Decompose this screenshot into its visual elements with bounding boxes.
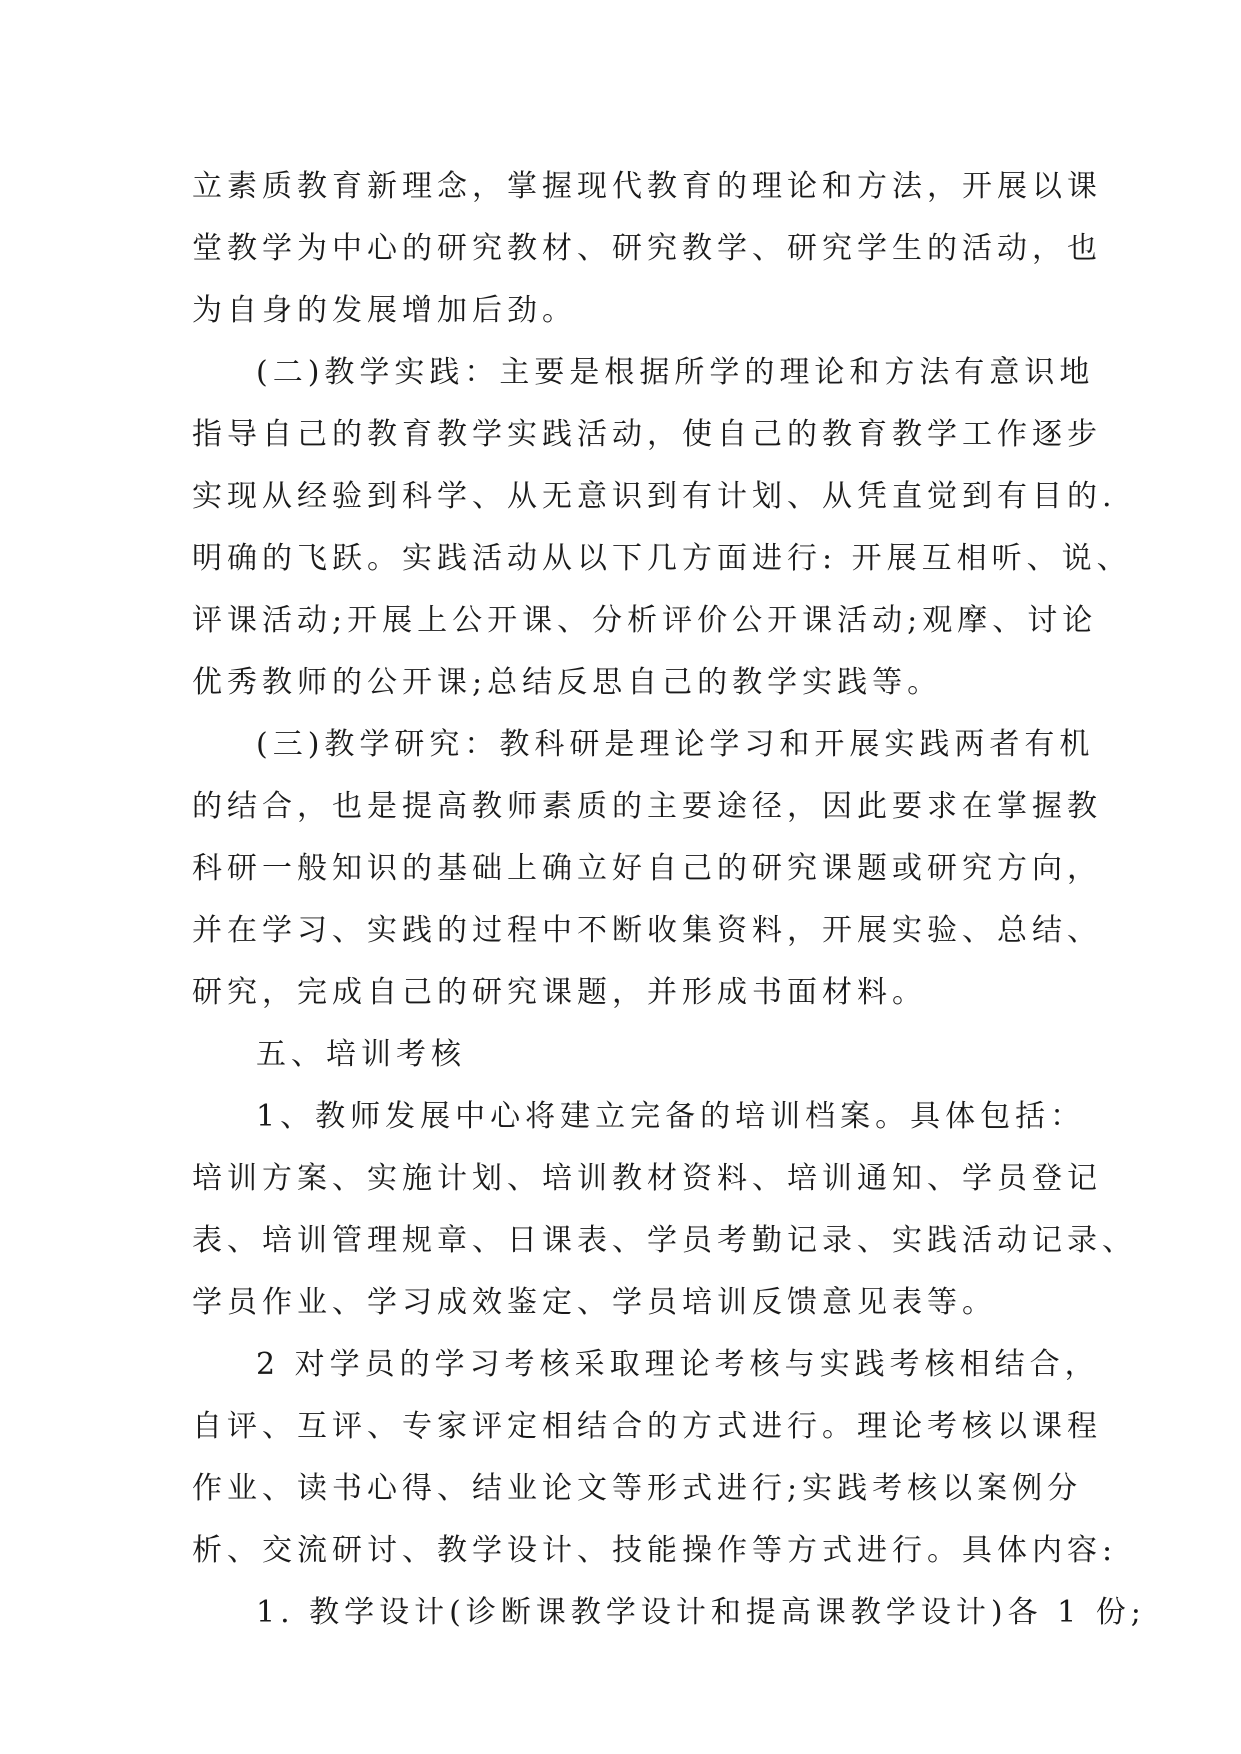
sub-list-item-1: 1. 教学设计(诊断课教学设计和提高课教学设计)各 1 份; <box>256 1595 1146 1630</box>
text-line: 优秀教师的公开课;总结反思自己的教学实践等。 <box>192 665 943 700</box>
text-line: 堂教学为中心的研究教材、研究教学、研究学生的活动，也 <box>192 231 1102 266</box>
section-heading-teaching-research: (三)教学研究：教科研是理论学习和开展实践两者有机 <box>256 727 1095 762</box>
text-line: 培训方案、实施计划、培训教材资料、培训通知、学员登记 <box>192 1161 1102 1196</box>
text-line: 自评、互评、专家评定相结合的方式进行。理论考核以课程 <box>192 1409 1102 1444</box>
text-line: 学员作业、学习成效鉴定、学员培训反馈意见表等。 <box>192 1285 997 1320</box>
text-line: 科研一般知识的基础上确立好自己的研究课题或研究方向， <box>192 851 1102 886</box>
text-line: 并在学习、实践的过程中不断收集资料，开展实验、总结、 <box>192 913 1102 948</box>
text-line: 明确的飞跃。实践活动从以下几方面进行: 开展互相听、说、 <box>192 541 1132 576</box>
list-item-2: 2 对学员的学习考核采取理论考核与实践考核相结合， <box>256 1347 1100 1382</box>
text-line: 研究，完成自己的研究课题，并形成书面材料。 <box>192 975 927 1010</box>
text-line: 表、培训管理规章、日课表、学员考勤记录、实践活动记录、 <box>192 1223 1137 1258</box>
text-line: 为自身的发展增加后劲。 <box>192 293 577 328</box>
section-heading-training-assessment: 五、培训考核 <box>256 1037 466 1072</box>
text-line: 的结合，也是提高教师素质的主要途径，因此要求在掌握教 <box>192 789 1102 824</box>
text-line: 立素质教育新理念，掌握现代教育的理论和方法，开展以课 <box>192 169 1102 204</box>
list-item-1: 1、教师发展中心将建立完备的培训档案。具体包括： <box>256 1099 1086 1134</box>
text-line: 评课活动;开展上公开课、分析评价公开课活动;观摩、讨论 <box>192 603 1098 638</box>
section-heading-teaching-practice: (二)教学实践：主要是根据所学的理论和方法有意识地 <box>256 355 1095 390</box>
text-line: 指导自己的教育教学实践活动，使自己的教育教学工作逐步 <box>192 417 1102 452</box>
text-line: 析、交流研讨、教学设计、技能操作等方式进行。具体内容: <box>192 1533 1118 1568</box>
document-body <box>192 156 1146 1644</box>
text-line: 作业、读书心得、结业论文等形式进行;实践考核以案例分 <box>192 1471 1083 1506</box>
text-line: 实现从经验到科学、从无意识到有计划、从凭直觉到有目的. <box>192 479 1117 514</box>
